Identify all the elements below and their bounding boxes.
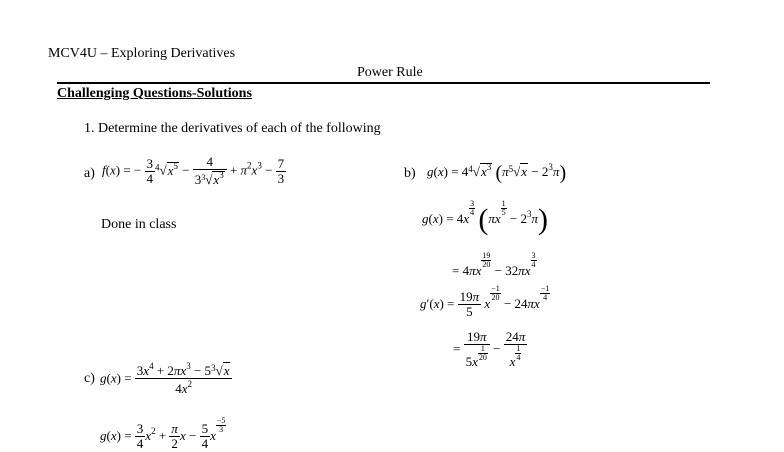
course-title: MCV4U – Exploring Derivatives [48,46,236,61]
part-b-derivative-simplified: = 19π 5x $\frac{1}{20}$ − 24π x $\frac{1}{4}$ [453,329,526,370]
part-b-equation-2: g(x) = 4x $\frac{3}{4}$ (πx $\frac{1}{5}$ − $2^3\pi$) [422,199,548,237]
question-instruction: 1. Determine the derivatives of each of the following [84,121,381,136]
part-b-equation-3: = 4πx $\frac{19}{20}$ − 32πx $\frac{3}{4}$ [452,251,536,278]
topic-title: Power Rule [357,65,423,80]
part-b-equation-1: $g(x) = 4^4√x^3$ $(\pi^5√x - 2^3\pi)$ [427,162,567,185]
section-title: Challenging Questions-Solutions [57,86,252,101]
header-rule [57,82,710,84]
part-a-label: a) [84,166,95,181]
part-c-equation: g(x) = $\frac{3x^4 + 2\pi x^3 - 5^3√x}{4x^2}$ [100,362,232,397]
part-c-equation-2: g(x) = $\frac{3}{4}$ $x^2$ + $\frac{\pi}{2}$ x − $\frac{5}{4}$ x $\frac{-5}{3}$ [100,416,226,452]
part-b-derivative: g′(x) = $\frac{19\pi}{5}$ x $\frac{-1}{20}$ − 24πx $\frac{-1}{4}$ [420,284,550,320]
part-b-label: b) [404,166,416,181]
part-a-equation: f(x) = − $\frac{3}{4}$ $^4√x^5$ − $\frac{4}{3^3√x^3}$ + $\pi^2x^3$ − $\frac{7}{3}$ [102,154,285,188]
part-a-note: Done in class [101,217,177,232]
part-c-label: c) [84,371,95,386]
